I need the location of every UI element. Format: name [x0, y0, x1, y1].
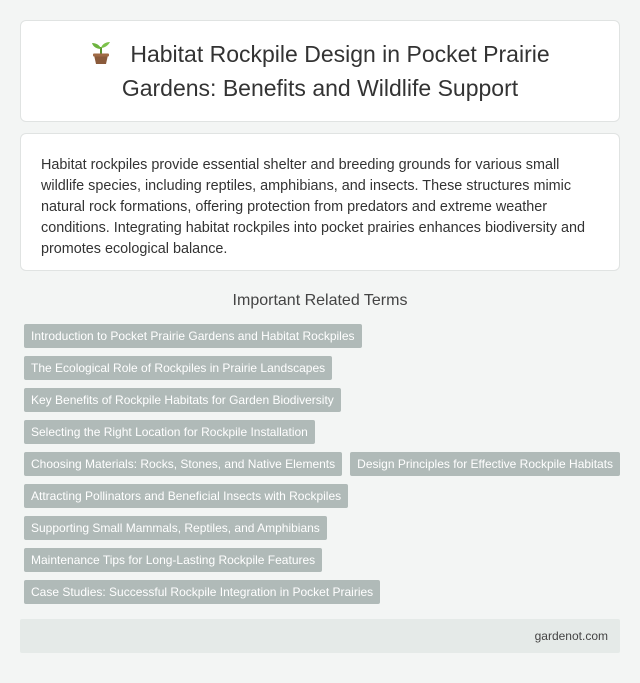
term-tag[interactable]: Supporting Small Mammals, Reptiles, and Amphibians: [24, 516, 327, 540]
term-tag[interactable]: Key Benefits of Rockpile Habitats for Garden Biodiversity: [24, 388, 341, 412]
summary-card: [20, 133, 620, 271]
term-tag[interactable]: Choosing Materials: Rocks, Stones, and Native Elements: [24, 452, 342, 476]
sprout-icon: [90, 41, 112, 73]
term-tag[interactable]: Introduction to Pocket Prairie Gardens and Habitat Rockpiles: [24, 324, 362, 348]
term-tag[interactable]: Maintenance Tips for Long-Lasting Rockpile Features: [24, 548, 322, 572]
related-terms-list: [20, 324, 624, 612]
term-tag[interactable]: Selecting the Right Location for Rockpile Installation: [24, 420, 315, 444]
term-tag[interactable]: Design Principles for Effective Rockpile Habitats: [350, 452, 620, 476]
term-tag[interactable]: Case Studies: Successful Rockpile Integration in Pocket Prairies: [24, 580, 380, 604]
term-tag[interactable]: Attracting Pollinators and Beneficial Insects with Rockpiles: [24, 484, 348, 508]
summary-text: Habitat rockpiles provide essential shelter and breeding grounds for various small wildlife species, including reptiles, amphibians, and insects. These structures mimic natural rock formations, offering protection from predators and extreme weather conditions. Integrating habitat rockpiles into pocket prairies enhances biodiversity and promotes ecological balance.: [41, 157, 585, 257]
page-title-text: Habitat Rockpile Design in Pocket Prairie Gardens: Benefits and Wildlife Support: [121, 40, 550, 101]
footer-site-link[interactable]: gardenot.com: [534, 629, 608, 643]
header-card: [20, 20, 620, 122]
related-terms-heading: Important Related Terms: [232, 292, 408, 309]
page-title: [51, 39, 589, 104]
footer-bar: [20, 619, 620, 653]
term-tag[interactable]: The Ecological Role of Rockpiles in Prairie Landscapes: [24, 356, 332, 380]
